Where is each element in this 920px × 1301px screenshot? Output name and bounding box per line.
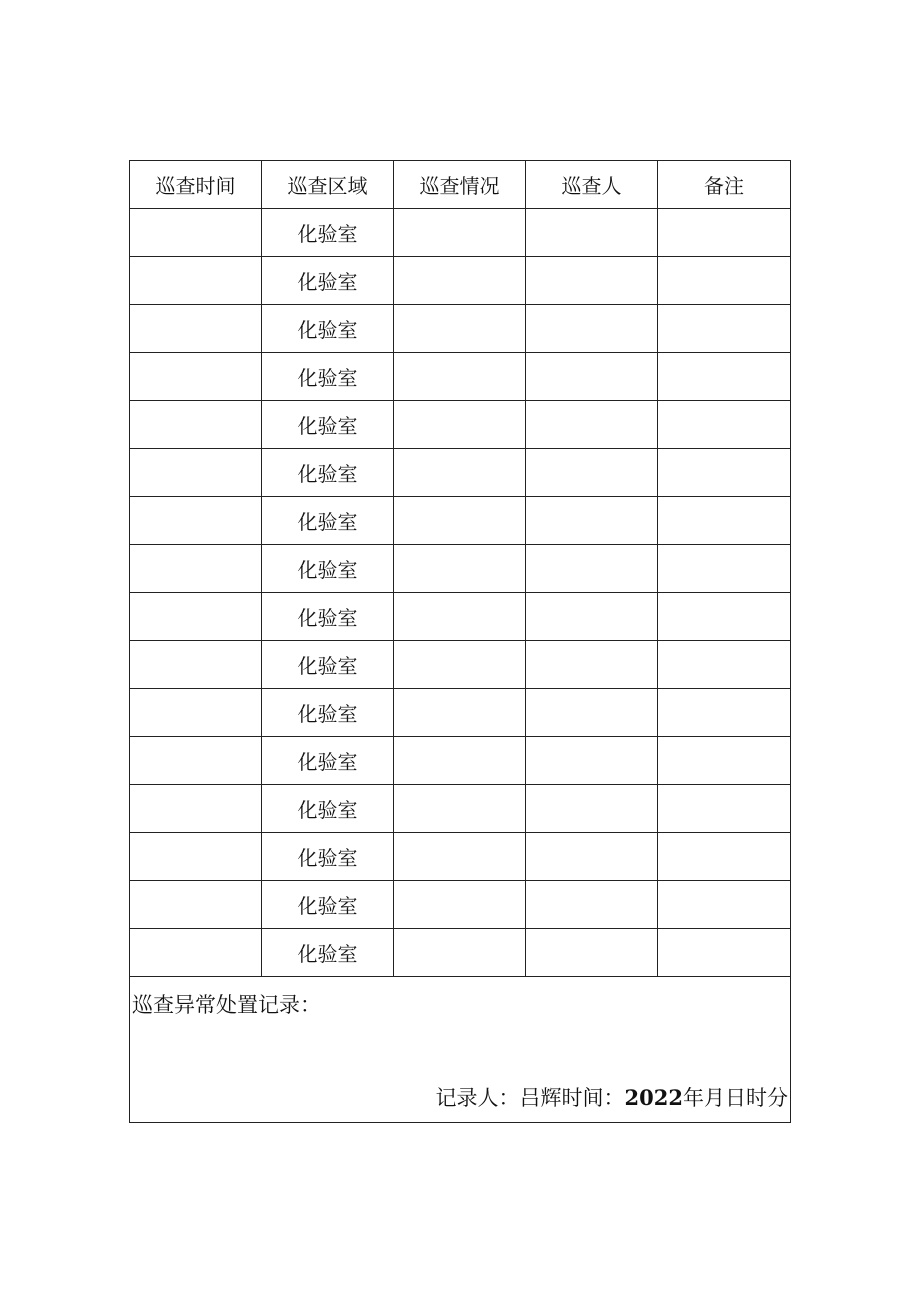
cell-time xyxy=(130,881,262,929)
cell-remark xyxy=(658,593,791,641)
cell-time xyxy=(130,545,262,593)
cell-time xyxy=(130,641,262,689)
cell-status xyxy=(394,929,526,977)
cell-area: 化验室 xyxy=(262,353,394,401)
table-row xyxy=(130,929,791,977)
cell-time xyxy=(130,689,262,737)
cell-remark xyxy=(658,497,791,545)
cell-inspector xyxy=(526,257,658,305)
cell-status xyxy=(394,641,526,689)
abnormal-handling-notes xyxy=(130,977,791,1123)
cell-remark xyxy=(658,929,791,977)
cell-inspector xyxy=(526,545,658,593)
table-row xyxy=(130,737,791,785)
table-row xyxy=(130,257,791,305)
header-status: 巡查情况 xyxy=(394,161,526,209)
header-time: 巡查时间 xyxy=(130,161,262,209)
cell-inspector xyxy=(526,785,658,833)
cell-time xyxy=(130,305,262,353)
cell-time xyxy=(130,785,262,833)
cell-area: 化验室 xyxy=(262,641,394,689)
cell-area: 化验室 xyxy=(262,689,394,737)
cell-status xyxy=(394,545,526,593)
cell-inspector xyxy=(526,929,658,977)
table-row xyxy=(130,497,791,545)
table-row xyxy=(130,401,791,449)
header-row xyxy=(130,161,791,209)
cell-area: 化验室 xyxy=(262,305,394,353)
cell-area: 化验室 xyxy=(262,785,394,833)
cell-remark xyxy=(658,545,791,593)
cell-inspector xyxy=(526,593,658,641)
table-row xyxy=(130,305,791,353)
cell-time xyxy=(130,209,262,257)
cell-time xyxy=(130,833,262,881)
cell-area: 化验室 xyxy=(262,257,394,305)
cell-remark xyxy=(658,353,791,401)
header-area: 巡查区域 xyxy=(262,161,394,209)
date-suffix: 年月日时分 xyxy=(683,1086,788,1110)
cell-remark xyxy=(658,401,791,449)
header-remark: 备注 xyxy=(658,161,791,209)
cell-time xyxy=(130,401,262,449)
cell-inspector xyxy=(526,449,658,497)
record-year: 2022 xyxy=(624,1085,683,1110)
cell-status xyxy=(394,353,526,401)
cell-remark xyxy=(658,881,791,929)
table-row xyxy=(130,785,791,833)
cell-area: 化验室 xyxy=(262,833,394,881)
cell-inspector xyxy=(526,737,658,785)
table-row xyxy=(130,353,791,401)
table-row xyxy=(130,689,791,737)
cell-status xyxy=(394,833,526,881)
table-row xyxy=(130,449,791,497)
cell-time xyxy=(130,929,262,977)
recorder-line xyxy=(436,1082,788,1112)
cell-area: 化验室 xyxy=(262,401,394,449)
cell-area: 化验室 xyxy=(262,545,394,593)
cell-status xyxy=(394,785,526,833)
cell-remark xyxy=(658,833,791,881)
cell-status xyxy=(394,593,526,641)
table-body xyxy=(130,209,791,977)
cell-inspector xyxy=(526,305,658,353)
cell-time xyxy=(130,353,262,401)
cell-remark xyxy=(658,257,791,305)
inspection-table xyxy=(129,160,791,1123)
cell-inspector xyxy=(526,881,658,929)
table-row xyxy=(130,641,791,689)
cell-time xyxy=(130,497,262,545)
cell-time xyxy=(130,593,262,641)
cell-status xyxy=(394,401,526,449)
cell-time xyxy=(130,737,262,785)
cell-status xyxy=(394,209,526,257)
table-row xyxy=(130,545,791,593)
notes-row xyxy=(130,977,791,1123)
cell-inspector xyxy=(526,689,658,737)
cell-area: 化验室 xyxy=(262,209,394,257)
cell-remark xyxy=(658,209,791,257)
cell-remark xyxy=(658,737,791,785)
inspection-log-sheet xyxy=(129,160,790,1140)
cell-inspector xyxy=(526,353,658,401)
cell-time xyxy=(130,257,262,305)
cell-remark xyxy=(658,785,791,833)
header-inspector: 巡查人 xyxy=(526,161,658,209)
cell-area: 化验室 xyxy=(262,881,394,929)
cell-status xyxy=(394,689,526,737)
table-row xyxy=(130,593,791,641)
cell-status xyxy=(394,305,526,353)
cell-status xyxy=(394,737,526,785)
cell-remark xyxy=(658,641,791,689)
cell-inspector xyxy=(526,401,658,449)
cell-inspector xyxy=(526,497,658,545)
cell-remark xyxy=(658,689,791,737)
cell-status xyxy=(394,497,526,545)
cell-area: 化验室 xyxy=(262,737,394,785)
cell-status xyxy=(394,881,526,929)
cell-area: 化验室 xyxy=(262,449,394,497)
table-row xyxy=(130,209,791,257)
cell-area: 化验室 xyxy=(262,929,394,977)
cell-status xyxy=(394,257,526,305)
cell-time xyxy=(130,449,262,497)
cell-remark xyxy=(658,305,791,353)
notes-label: 巡查异常处置记录： xyxy=(132,993,321,1017)
cell-inspector xyxy=(526,833,658,881)
cell-remark xyxy=(658,449,791,497)
table-row xyxy=(130,881,791,929)
cell-inspector xyxy=(526,641,658,689)
recorder-prefix: 记录人：吕辉时间： xyxy=(435,1086,625,1110)
cell-area: 化验室 xyxy=(262,497,394,545)
cell-inspector xyxy=(526,209,658,257)
cell-status xyxy=(394,449,526,497)
cell-area: 化验室 xyxy=(262,593,394,641)
table-row xyxy=(130,833,791,881)
